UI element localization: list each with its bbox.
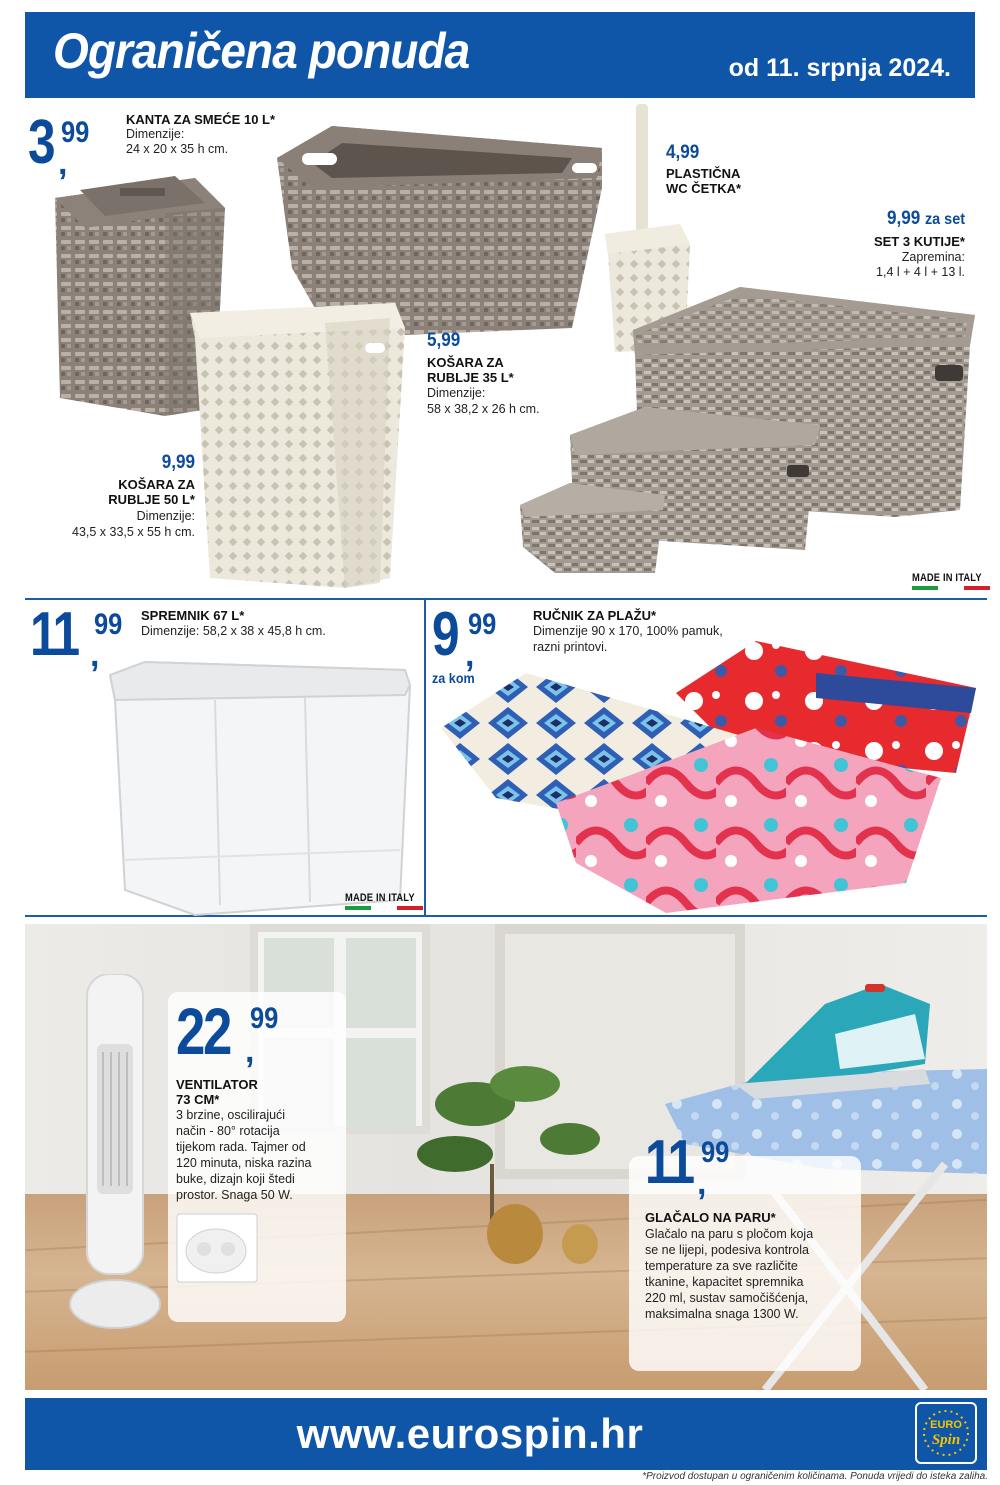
svg-text:EURO: EURO: [930, 1419, 962, 1431]
fan-remote-thumbnail: [176, 1213, 258, 1283]
header-banner: [25, 12, 975, 98]
beach-towels-image: [436, 633, 984, 915]
made-in-italy-badge: MADE IN ITALY: [912, 572, 990, 590]
rucnik-desc-line1: Dimenzije 90 x 170, 100% pamuk,: [533, 624, 723, 638]
kosara50-dimensions: 43,5 x 33,5 x 55 h cm.: [72, 525, 195, 539]
column-divider: [424, 598, 426, 916]
kosara35-dimensions: 58 x 38,2 x 26 h cm.: [427, 402, 540, 416]
glacalo-desc-6: maksimalna snaga 1300 W.: [645, 1307, 799, 1321]
kosara35-desc-label: Dimenzije:: [427, 386, 486, 400]
ventilator-desc-3: tijekom rada. Tajmer od: [176, 1140, 306, 1154]
laundry-basket-50-image: [185, 298, 410, 590]
svg-text:Spin: Spin: [931, 1432, 961, 1448]
offer-date: od 11. srpnja 2024.: [728, 54, 951, 82]
kosara50-price: 9,99: [161, 452, 195, 473]
kosara50-title-line2: RUBLJE 50 L*: [108, 492, 195, 507]
rucnik-title: RUČNIK ZA PLAŽU*: [533, 608, 657, 623]
rucnik-desc-line2: razni printovi.: [533, 640, 608, 654]
glacalo-desc-1: Glačalo na paru s pločom koja: [645, 1227, 814, 1241]
spremnik-title: SPREMNIK 67 L*: [141, 608, 245, 623]
kanta-dimensions: 24 x 20 x 35 h cm.: [126, 142, 229, 156]
storage-boxes-set-image: [515, 285, 985, 575]
wc-title-line2: WC ČETKA*: [666, 181, 742, 196]
glacalo-desc-3: temperature za sve različite: [645, 1259, 798, 1273]
set-desc-label: Zapremina:: [901, 250, 965, 264]
rucnik-price: 9 99 ,: [432, 600, 497, 674]
footer-banner: [25, 1398, 987, 1470]
ventilator-title-line2: 73 CM*: [176, 1092, 220, 1107]
kanta-title: KANTA ZA SMEĆE 10 L*: [126, 112, 276, 127]
glacalo-desc-4: tkanine, kapacitet spremnika: [645, 1275, 804, 1289]
page-title: Ograničena ponuda: [53, 23, 470, 79]
room-scene: [25, 924, 987, 1390]
wc-title-line1: PLASTIČNA: [666, 166, 741, 181]
ventilator-title-line1: VENTILATOR: [176, 1077, 258, 1092]
section-divider: [25, 598, 987, 600]
rucnik-unit: za kom: [432, 670, 475, 686]
disclaimer: *Proizvod dostupan u ograničenim količinama. Ponuda vrijedi do isteka zaliha.: [642, 1471, 988, 1482]
kosara50-desc-label: Dimenzije:: [136, 509, 195, 523]
eurospin-logo: [915, 1402, 977, 1464]
kosara35-price: 5,99: [427, 330, 461, 351]
website-link[interactable]: www.eurospin.hr: [296, 1410, 644, 1457]
ventilator-desc-4: 120 minuta, niska razina: [176, 1156, 312, 1170]
made-in-italy-badge: MADE IN ITALY: [345, 892, 423, 910]
ventilator-desc-2: način - 80° rotacija: [176, 1124, 280, 1138]
ventilator-desc-5: buke, dizajn koji štedi: [176, 1172, 295, 1186]
ventilator-desc-1: 3 brzine, oscilirajući: [176, 1108, 286, 1122]
spremnik-dimensions: Dimenzije: 58,2 x 38 x 45,8 h cm.: [141, 624, 326, 638]
ventilator-price: 22 99 ,: [176, 994, 279, 1070]
tower-fan-image: [65, 974, 165, 1339]
glacalo-desc-5: 220 ml, sustav samočišćenja,: [645, 1291, 809, 1305]
glacalo-price: 11 99 ,: [645, 1128, 730, 1202]
set-price: 9,99 za set: [886, 208, 965, 229]
plant-image: [405, 1044, 625, 1274]
clear-storage-box-image: [105, 660, 415, 918]
wc-price: 4,99: [666, 142, 700, 163]
kanta-desc-label: Dimenzije:: [126, 127, 185, 141]
kosara35-title-line2: RUBLJE 35 L*: [427, 370, 514, 385]
set-title: SET 3 KUTIJE*: [873, 234, 965, 249]
set-volumes: 1,4 l + 4 l + 13 l.: [876, 265, 965, 279]
kanta-price: 3 99 ,: [28, 108, 90, 182]
ventilator-desc-6: prostor. Snaga 50 W.: [176, 1188, 293, 1202]
kosara35-title-line1: KOŠARA ZA: [427, 355, 504, 370]
glacalo-title: GLAČALO NA PARU*: [645, 1210, 776, 1225]
kosara50-title-line1: KOŠARA ZA: [118, 477, 195, 492]
glacalo-desc-2: se ne lijepi, podesiva kontrola: [645, 1243, 809, 1257]
spremnik-price: 11 99 ,: [30, 600, 123, 674]
